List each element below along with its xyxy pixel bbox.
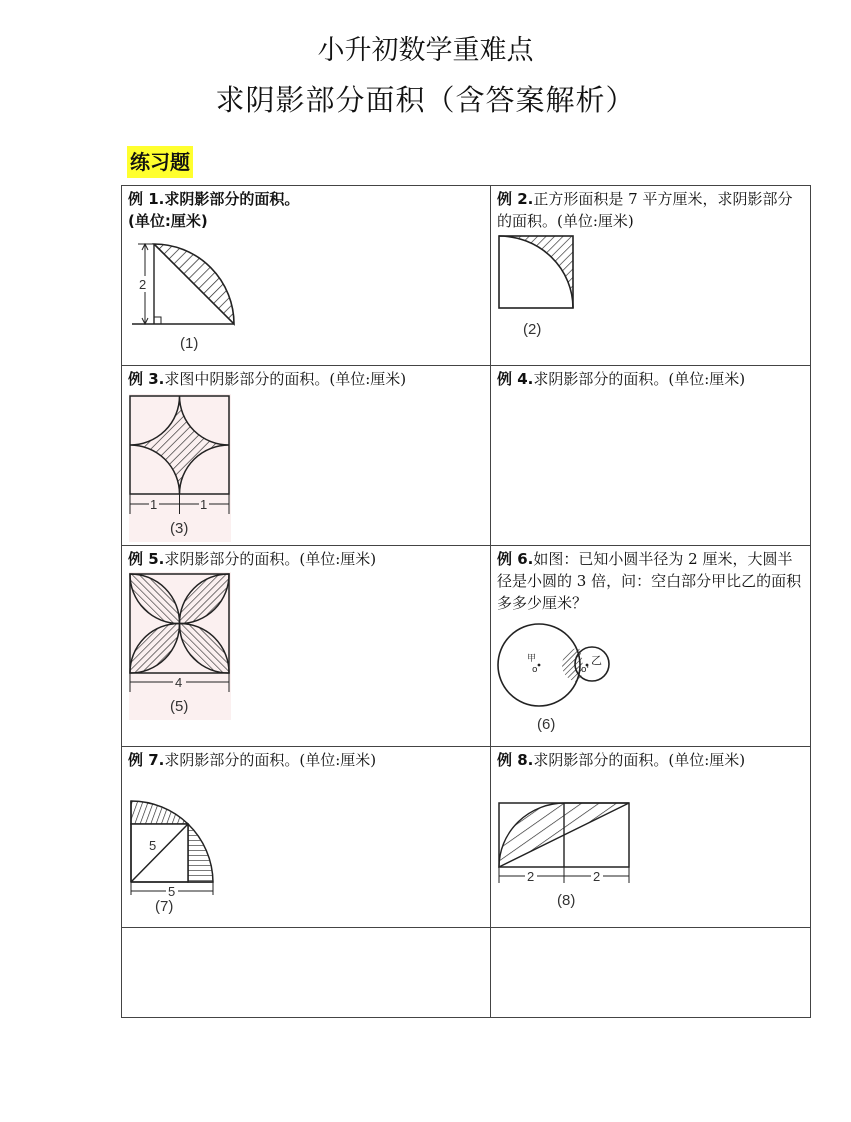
problem-text: 求阴影部分的面积。 [164,190,300,208]
dimension-label: 1 [200,497,208,512]
region-label-jia: 甲 [527,654,537,664]
figure-2-square-quarter-circle [497,234,597,344]
figure-caption: (1) [180,335,199,352]
problem-cell-7 [122,747,491,928]
dimension-label: 5 [149,838,157,853]
figure-3-four-arcs-star [129,394,231,542]
problem-text: 正方形面积是 7 平方厘米，求阴影部分的面积。(单位:厘米) [497,190,793,230]
problem-text: 如图：已知小圆半径为 2 厘米，大圆半径是小圆的 3 倍，问：空白部分甲比乙的面积多多少厘米？ [497,550,802,612]
section-heading-exercises: 练习题 [127,146,193,178]
center-label-o: o [532,665,538,675]
figure-7-quarter-circle-square [129,795,229,920]
figure-caption: (3) [170,520,189,537]
problem-number: 例 2. [497,190,534,208]
problem-number: 例 5. [128,550,165,568]
problem-unit: (单位:厘米) [128,212,208,230]
dimension-label: 2 [527,869,535,884]
problem-number: 例 7. [128,751,165,769]
document-subtitle: 求阴影部分面积（含答案解析） [215,83,636,117]
problem-cell-1 [122,186,491,366]
empty-cell [491,928,811,1018]
dimension-label: 4 [175,675,183,690]
figure-caption: (8) [557,892,576,909]
problem-number: 例 6. [497,550,534,568]
problem-number: 例 4. [497,370,534,388]
empty-cell [122,928,491,1018]
problem-cell-3 [122,366,491,546]
figure-1-quarter-circle [130,238,250,358]
problem-cell-8 [491,747,811,928]
problem-cell-4 [491,366,811,546]
center-label-o-prime: o' [581,665,589,675]
figure-5-four-petals [129,572,231,720]
figure-8-rectangle-arc [497,801,637,916]
dimension-label: 5 [168,884,176,899]
problem-text: 求阴影部分的面积。(单位:厘米) [533,370,746,388]
figure-caption: (7) [155,898,174,915]
problem-text: 求阴影部分的面积。(单位:厘米) [533,751,746,769]
problem-text: 求阴影部分的面积。(单位:厘米) [164,751,377,769]
dimension-label: 1 [150,497,158,512]
dimension-label: 2 [593,869,601,884]
problem-cell-2 [491,186,811,366]
problem-text: 求阴影部分的面积。(单位:厘米) [164,550,377,568]
figure-caption: (5) [170,698,189,715]
exercise-table [121,185,811,1018]
figure-6-two-circles [497,618,617,738]
problem-text: 求图中阴影部分的面积。(单位:厘米) [164,370,407,388]
region-label-yi: 乙 [591,654,602,667]
figure-caption: (6) [537,716,556,733]
problem-number: 例 3. [128,370,165,388]
problem-number: 例 8. [497,751,534,769]
problem-cell-6 [491,546,811,747]
problem-cell-5 [122,546,491,747]
dimension-label: 2 [139,277,147,292]
document-title: 小升初数学重难点 [317,35,534,66]
problem-number: 例 1. [128,190,165,208]
figure-caption: (2) [523,321,542,338]
